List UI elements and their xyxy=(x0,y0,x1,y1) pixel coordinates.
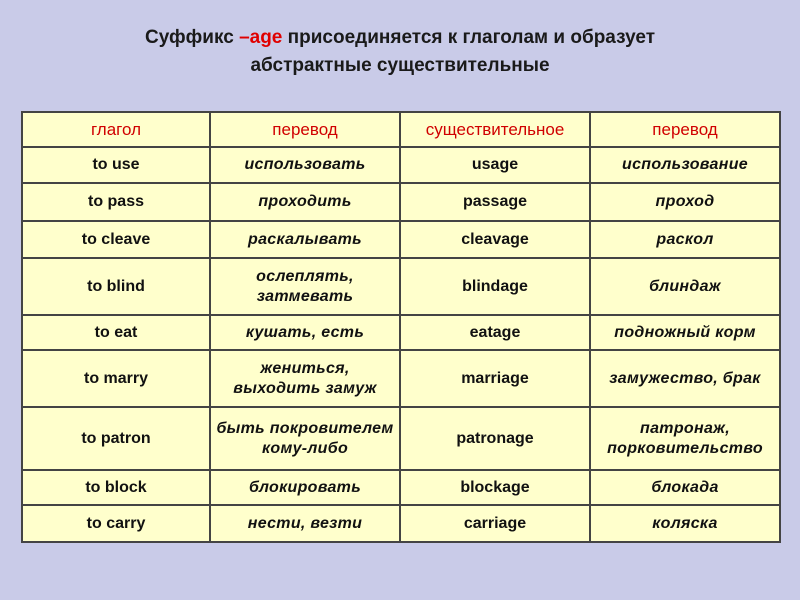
table-row xyxy=(22,470,780,505)
verb-translation-cell xyxy=(210,183,400,221)
noun-translation-cell xyxy=(590,350,780,407)
verb-cell: to pass xyxy=(22,183,210,221)
noun-translation-cell-line: замужество, брак xyxy=(609,369,761,387)
table-row xyxy=(22,147,780,183)
noun-cell: carriage xyxy=(400,505,590,542)
verb-translation-cell-line: кому-либо xyxy=(261,439,349,457)
noun-translation-cell-line: использование xyxy=(622,156,748,173)
verb-translation-cell-line: быть покровителем xyxy=(216,419,394,437)
table-row xyxy=(22,183,780,221)
noun-translation-cell xyxy=(590,407,780,470)
noun-cell: passage xyxy=(400,183,590,221)
verb-translation-cell-line: использовать xyxy=(244,156,366,173)
noun-translation-cell-line: порковительство xyxy=(607,439,763,457)
noun-cell: blockage xyxy=(400,470,590,505)
noun-translation-cell-line: проход xyxy=(655,193,715,210)
header-noun-translation: перевод xyxy=(590,112,780,147)
table-row xyxy=(22,258,780,315)
verb-cell: to use xyxy=(22,147,210,183)
verb-translation-cell-line: кушать, есть xyxy=(245,323,365,341)
verb-translation-cell-line: выходить замуж xyxy=(233,379,377,397)
noun-translation-cell xyxy=(590,505,780,542)
noun-cell: cleavage xyxy=(400,221,590,258)
verb-cell: to cleave xyxy=(22,221,210,258)
noun-translation-cell xyxy=(590,470,780,505)
noun-translation-cell-line: блиндаж xyxy=(649,277,721,295)
verb-cell: to carry xyxy=(22,505,210,542)
table-row xyxy=(22,505,780,542)
noun-translation-cell xyxy=(590,147,780,183)
noun-translation-cell xyxy=(590,315,780,350)
verb-cell: to block xyxy=(22,470,210,505)
noun-translation-cell-line: раскол xyxy=(656,230,714,248)
suffix-highlight: –age xyxy=(239,27,283,48)
noun-cell: eatage xyxy=(400,315,590,350)
noun-cell: blindage xyxy=(400,258,590,315)
table-row xyxy=(22,315,780,350)
verb-translation-cell xyxy=(210,315,400,350)
verb-translation-cell-line: блокировать xyxy=(248,478,362,496)
table-header-row xyxy=(22,112,780,147)
table-row xyxy=(22,407,780,470)
noun-cell: patronage xyxy=(400,407,590,470)
verb-translation-cell xyxy=(210,505,400,542)
header-noun: существительное xyxy=(400,112,590,147)
verb-translation-cell xyxy=(210,147,400,183)
word-table xyxy=(21,111,781,543)
verb-translation-cell xyxy=(210,221,400,258)
verb-translation-cell-line: проходить xyxy=(258,193,352,210)
verb-cell: to eat xyxy=(22,315,210,350)
noun-cell: marriage xyxy=(400,350,590,407)
verb-translation-cell-line: затмевать xyxy=(256,287,354,305)
verb-translation-cell xyxy=(210,258,400,315)
noun-translation-cell-line: патронаж, xyxy=(640,419,730,437)
verb-translation-cell-line: жениться, xyxy=(260,359,350,377)
verb-translation-cell-line: раскалывать xyxy=(248,230,362,248)
page-title xyxy=(0,24,800,80)
verb-cell: to blind xyxy=(22,258,210,315)
noun-translation-cell-line: коляска xyxy=(652,514,718,532)
verb-translation-cell-line: ослеплять, xyxy=(256,267,354,285)
header-verb-translation: перевод xyxy=(210,112,400,147)
verb-cell: to marry xyxy=(22,350,210,407)
noun-translation-cell-line: блокада xyxy=(651,478,719,496)
title-line-2: абстрактные существительные xyxy=(250,55,550,76)
noun-translation-cell-line: подножный корм xyxy=(614,323,756,341)
verb-cell: to patron xyxy=(22,407,210,470)
verb-translation-cell xyxy=(210,407,400,470)
noun-translation-cell xyxy=(590,258,780,315)
verb-translation-cell-line: нести, везти xyxy=(247,514,363,532)
table-row xyxy=(22,350,780,407)
title-line-1: Суффикс –age присоединяется к глаголам и образует xyxy=(144,27,656,48)
noun-cell: usage xyxy=(400,147,590,183)
table-row xyxy=(22,221,780,258)
noun-translation-cell xyxy=(590,221,780,258)
verb-translation-cell xyxy=(210,350,400,407)
verb-translation-cell xyxy=(210,470,400,505)
noun-translation-cell xyxy=(590,183,780,221)
header-verb: глагол xyxy=(22,112,210,147)
